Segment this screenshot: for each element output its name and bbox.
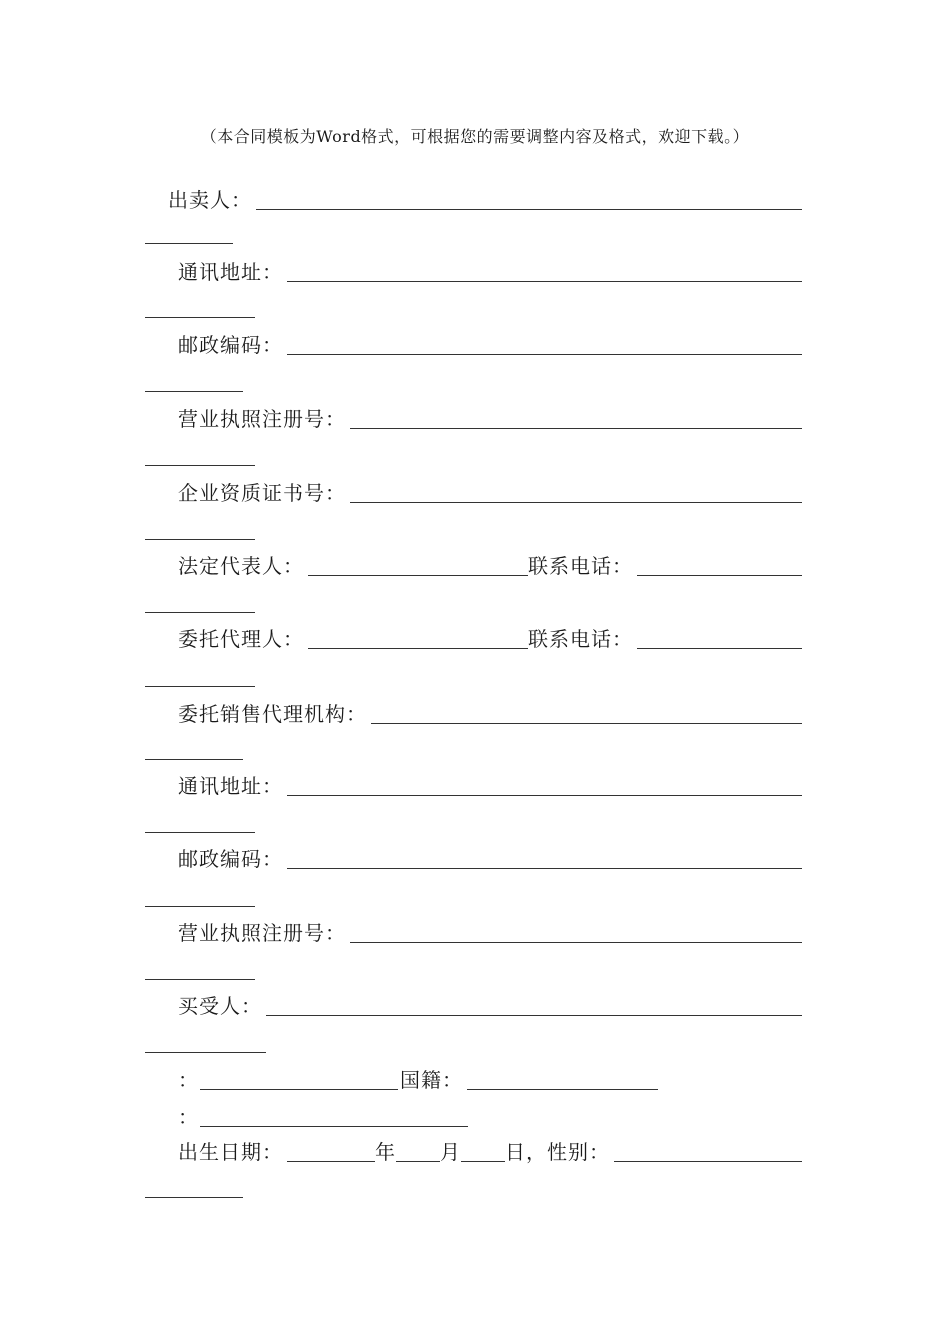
agent-phone-field-continuation[interactable] (145, 686, 255, 687)
seller-address-field-continuation[interactable] (145, 317, 255, 318)
month-label: 月 (440, 1140, 461, 1164)
birth-month-field[interactable] (396, 1139, 440, 1162)
seller-address-row (178, 258, 802, 286)
agency-license-field[interactable] (350, 920, 802, 943)
seller-postcode-field-continuation[interactable] (145, 391, 243, 392)
gender-field[interactable] (614, 1139, 802, 1162)
agency-license-row (178, 919, 802, 947)
sales-agency-row (178, 700, 802, 728)
seller-postcode-field[interactable] (287, 332, 802, 355)
buyer-field-continuation[interactable] (145, 1052, 266, 1053)
seller-address-field[interactable] (287, 259, 802, 282)
colon-b-label: ： (178, 1105, 199, 1129)
sales-agency-field[interactable] (371, 701, 802, 724)
buyer-row (178, 992, 802, 1020)
legal-rep-phone-field-continuation[interactable] (145, 612, 255, 613)
colon-a-label: ： (178, 1068, 199, 1092)
template-note: （本合同模板为Word格式，可根据您的需要调整内容及格式，欢迎下载。） (200, 127, 750, 146)
seller-address-label: 通讯地址： (178, 260, 283, 284)
agency-address-field-continuation[interactable] (145, 832, 255, 833)
agency-postcode-label: 邮政编码： (178, 847, 283, 871)
agency-address-label: 通讯地址： (178, 774, 283, 798)
seller-qualification-field[interactable] (350, 480, 802, 503)
legal-rep-label: 法定代表人： (178, 554, 304, 578)
year-label: 年 (375, 1140, 396, 1164)
agent-label: 委托代理人： (178, 627, 304, 651)
buyer-field[interactable] (266, 993, 802, 1016)
legal-rep-row (178, 552, 802, 580)
seller-postcode-label: 邮政编码： (178, 333, 283, 357)
seller-license-field-continuation[interactable] (145, 465, 255, 466)
agency-postcode-row (178, 845, 802, 873)
buyer-label: 买受人： (178, 994, 262, 1018)
agency-license-field-continuation[interactable] (145, 979, 255, 980)
buyer-id-field[interactable] (200, 1067, 398, 1090)
birth-day-field[interactable] (461, 1139, 505, 1162)
buyer-id-nationality-row (178, 1066, 658, 1094)
legal-rep-phone-field[interactable] (637, 553, 802, 576)
seller-postcode-row (178, 331, 802, 359)
agent-phone-field[interactable] (637, 626, 802, 649)
birth-year-field[interactable] (287, 1139, 375, 1162)
agent-field[interactable] (308, 626, 528, 649)
seller-row (168, 186, 802, 214)
agency-postcode-field[interactable] (287, 846, 802, 869)
birthdate-row (178, 1138, 802, 1166)
seller-license-field[interactable] (350, 406, 802, 429)
legal-rep-field[interactable] (308, 553, 528, 576)
seller-field-continuation[interactable] (145, 243, 233, 244)
buyer-extra-field[interactable] (200, 1104, 468, 1127)
nationality-label: 国籍： (400, 1068, 463, 1092)
agency-postcode-field-continuation[interactable] (145, 906, 255, 907)
seller-qualification-label: 企业资质证书号： (178, 481, 346, 505)
agency-address-row (178, 772, 802, 800)
buyer-extra-row (178, 1103, 468, 1131)
gender-field-continuation[interactable] (145, 1197, 243, 1198)
day-gender-label: 日，性别： (505, 1140, 610, 1164)
seller-qualification-field-continuation[interactable] (145, 539, 255, 540)
sales-agency-field-continuation[interactable] (145, 759, 243, 760)
agent-row (178, 625, 802, 653)
seller-qualification-row (178, 479, 802, 507)
sales-agency-label: 委托销售代理机构： (178, 702, 367, 726)
agency-address-field[interactable] (287, 773, 802, 796)
legal-rep-phone-label: 联系电话： (528, 554, 633, 578)
seller-license-label: 营业执照注册号： (178, 407, 346, 431)
seller-license-row (178, 405, 802, 433)
seller-label: 出卖人： (168, 188, 252, 212)
birthdate-label: 出生日期： (178, 1140, 283, 1164)
seller-field[interactable] (256, 187, 802, 210)
agent-phone-label: 联系电话： (528, 627, 633, 651)
nationality-field[interactable] (467, 1067, 658, 1090)
agency-license-label: 营业执照注册号： (178, 921, 346, 945)
